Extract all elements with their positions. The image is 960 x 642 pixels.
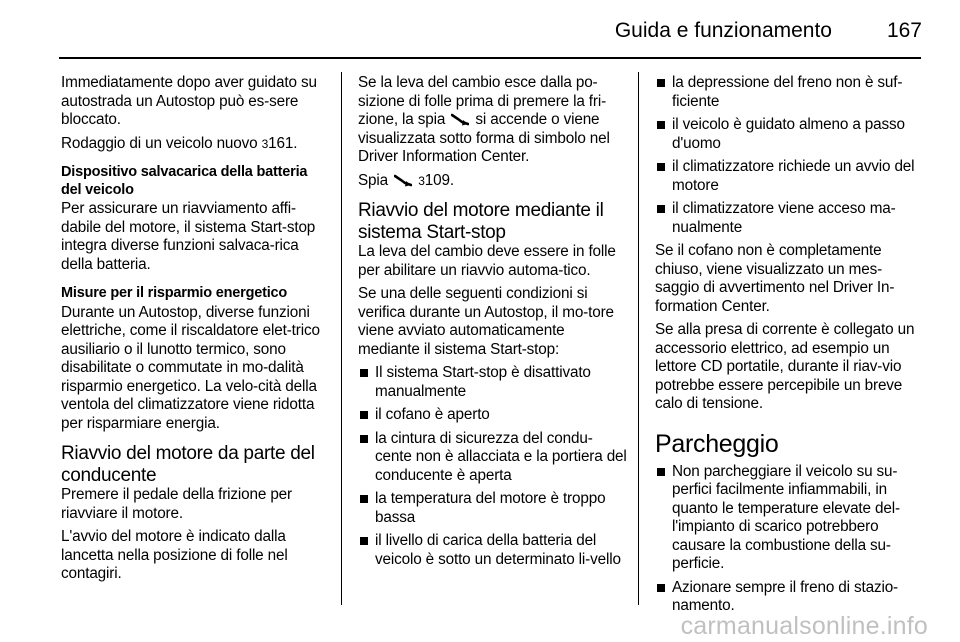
paragraph: Per assicurare un riavviamento affi-dabile del motore, il sistema Start-stop integra diverse funzioni salvaca-rica della batteria. xyxy=(61,200,316,273)
header-rule xyxy=(59,57,921,59)
list-item: il climatizzatore viene acceso ma-nualmente xyxy=(655,200,925,237)
page-header xyxy=(0,0,960,62)
shift-lamp-icon xyxy=(451,113,469,126)
page-reference-link[interactable]: 161. xyxy=(268,134,298,152)
paragraph-text: Se la leva del cambio esce dalla po-sizione di folle prima di premere la fri-zione, la spia xyxy=(358,74,607,128)
reference-arrow-icon: 3 xyxy=(418,173,425,188)
page-number: 167 xyxy=(886,19,922,42)
paragraph: Se una delle seguenti condizioni si verifica durante un Autostop, il mo-tore viene avviato automaticamente mediante il sistema Start-stop: xyxy=(358,285,614,358)
list-item: il livello di carica della batteria del veicolo è sotto un determinato li-vello xyxy=(358,532,628,569)
list-item: il veicolo è guidato almeno a passo d'uomo xyxy=(655,116,925,153)
column-divider-2 xyxy=(638,72,639,605)
list-item: la depressione del freno non è suf-ficiente xyxy=(655,74,925,111)
paragraph: Se alla presa di corrente è collegato un accessorio elettrico, ad esempio un lettore CD portatile, durante il riav-vio potrebbe essere percepibile un breve calo di tensione. xyxy=(655,321,915,412)
shift-lamp-icon xyxy=(394,174,412,187)
paragraph-text: Rodaggio di un veicolo nuovo xyxy=(61,134,258,152)
watermark: carmanualsonline.info xyxy=(680,612,928,640)
column-2 xyxy=(358,74,628,574)
section-heading: Riavvio del motore mediante il sistema Start-stop xyxy=(358,200,604,243)
column-3 xyxy=(655,74,925,621)
paragraph-with-ref xyxy=(358,172,628,191)
header-title: Guida e funzionamento xyxy=(614,19,832,42)
paragraph: L'avvio del motore è indicato dalla lancetta nella posizione di folle nel contagiri. xyxy=(61,528,288,582)
paragraph: Immediatamente dopo aver guidato su autostrada un Autostop può es-sere bloccato. xyxy=(61,74,317,128)
reference-arrow-icon: 3 xyxy=(261,136,269,151)
paragraph: Se il cofano non è completamente chiuso, viene visualizzato un mes-saggio di avvertimento nel Driver In-formation Center. xyxy=(655,242,895,315)
list-item: Non parcheggiare il veicolo su su-perfici facilmente infiammabili, in quanto le temperature elevate del-l'impianto di scarico potrebbero causare la combustione della su-perficie. xyxy=(655,463,925,574)
parking-list xyxy=(655,463,925,616)
condition-list xyxy=(358,364,628,569)
list-item: Azionare sempre il freno di stazio-namento. xyxy=(655,579,925,616)
page-reference-link[interactable]: 109. xyxy=(424,171,454,189)
column-divider-1 xyxy=(341,72,342,605)
condition-list xyxy=(655,74,925,237)
paragraph: Durante un Autostop, diverse funzioni elettriche, come il riscaldatore elet-trico ausiliario o il lunotto termico, sono disabilitate o commutate in mo-dalità risparmio energetico. La velo-cità della ventola del climatizzatore viene ridotta per risparmiare energia. xyxy=(61,303,320,432)
paragraph-text: Spia xyxy=(358,171,389,189)
paragraph-with-lamp xyxy=(358,74,628,167)
list-item: la temperatura del motore è troppo bassa xyxy=(358,490,628,527)
list-item: Il sistema Start-stop è disattivato manualmente xyxy=(358,364,628,401)
paragraph: Premere il pedale della frizione per riavviare il motore. xyxy=(61,486,292,522)
subheading: Dispositivo salvacarica della batteria del veicolo xyxy=(61,164,308,198)
paragraph-text: si accende o viene visualizzata sotto forma di simbolo nel Driver Information Center. xyxy=(358,111,610,165)
list-item: il cofano è aperto xyxy=(358,406,628,425)
list-item: la cintura di sicurezza del condu-cente non è allacciata e la portiera del conducente è aperta xyxy=(358,430,628,486)
column-1 xyxy=(61,74,328,589)
paragraph-with-ref xyxy=(61,135,328,154)
section-title: Parcheggio xyxy=(655,429,779,458)
section-heading: Riavvio del motore da parte del conducente xyxy=(61,443,315,486)
list-item: il climatizzatore richiede un avvio del motore xyxy=(655,158,925,195)
subheading: Misure per il risparmio energetico xyxy=(61,285,288,301)
paragraph: La leva del cambio deve essere in folle per abilitare un riavvio automa-tico. xyxy=(358,243,616,279)
